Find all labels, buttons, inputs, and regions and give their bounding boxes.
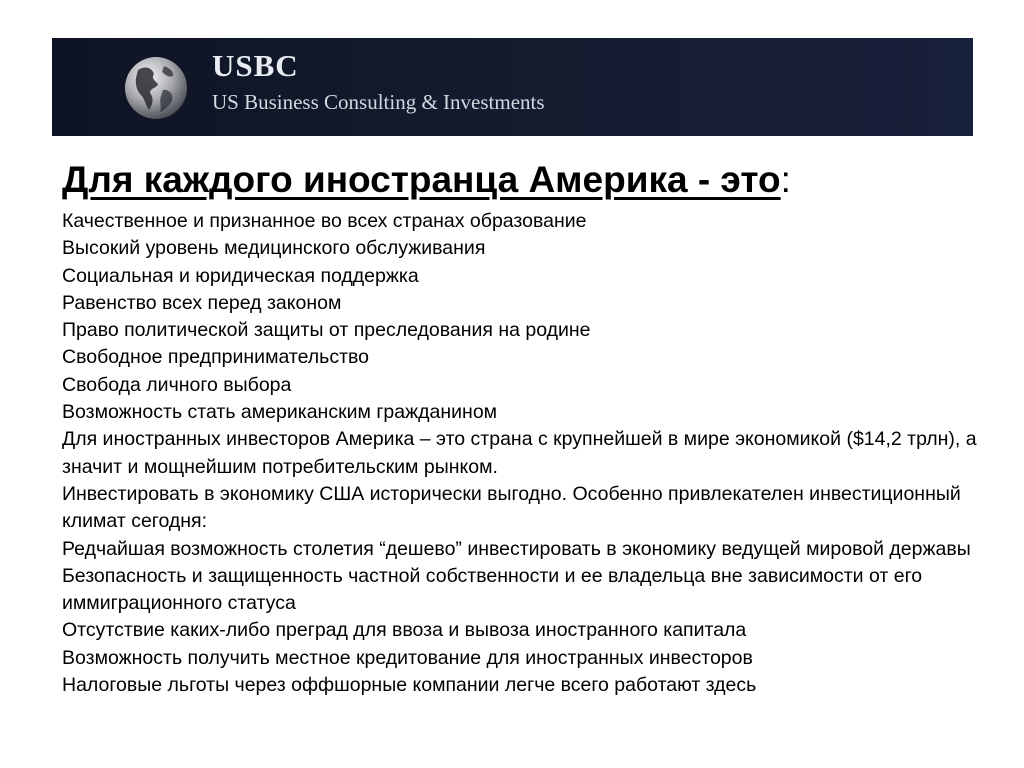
slide-content <box>62 152 982 699</box>
list-item: Высокий уровень медицинского обслуживания <box>62 237 486 260</box>
list-item: Право политической защиты от преследования на родине <box>62 319 591 342</box>
list-item: Свобода личного выбора <box>62 373 292 396</box>
slide-heading <box>62 152 982 208</box>
heading-text: Для каждого иностранца Америка - это <box>62 159 781 200</box>
list-item: Отсутствие каких-либо преград для ввоза и вывоза иностранного капитала <box>62 619 747 642</box>
globe-icon <box>124 56 188 120</box>
list-item: Возможность получить местное кредитование для иностранных инвесторов <box>62 646 753 669</box>
brand-name: USBC <box>212 48 299 83</box>
brand-tagline: US Business Consulting & Investments <box>212 90 545 114</box>
list-item: Редчайшая возможность столетия “дешево” инвестировать в экономику ведущей мировой державы <box>62 537 971 560</box>
list-item: Для иностранных инвесторов Америка – это страна с крупнейшей в мире экономикой ($14,2 трлн), а значит и мощнейшим потребительским рынком. <box>62 428 977 478</box>
list-item: Свободное предпринимательство <box>62 346 370 369</box>
list-item: Социальная и юридическая поддержка <box>62 264 419 287</box>
list-item: Качественное и признанное во всех странах образование <box>62 210 587 232</box>
heading-colon: : <box>780 159 791 200</box>
list-item: Налоговые льготы через оффшорные компании легче всего работают здесь <box>62 674 757 697</box>
list-item: Возможность стать американским гражданином <box>62 401 498 424</box>
list-item: Равенство всех перед законом <box>62 291 342 314</box>
list-item: Инвестировать в экономику США исторически выгодно. Особенно привлекателен инвестиционный климат сегодня: <box>62 482 961 533</box>
benefits-list <box>62 208 982 699</box>
list-item: Безопасность и защищенность частной собственности и ее владельца вне зависимости от его иммиграционного статуса <box>62 564 923 615</box>
header-banner <box>52 38 973 136</box>
